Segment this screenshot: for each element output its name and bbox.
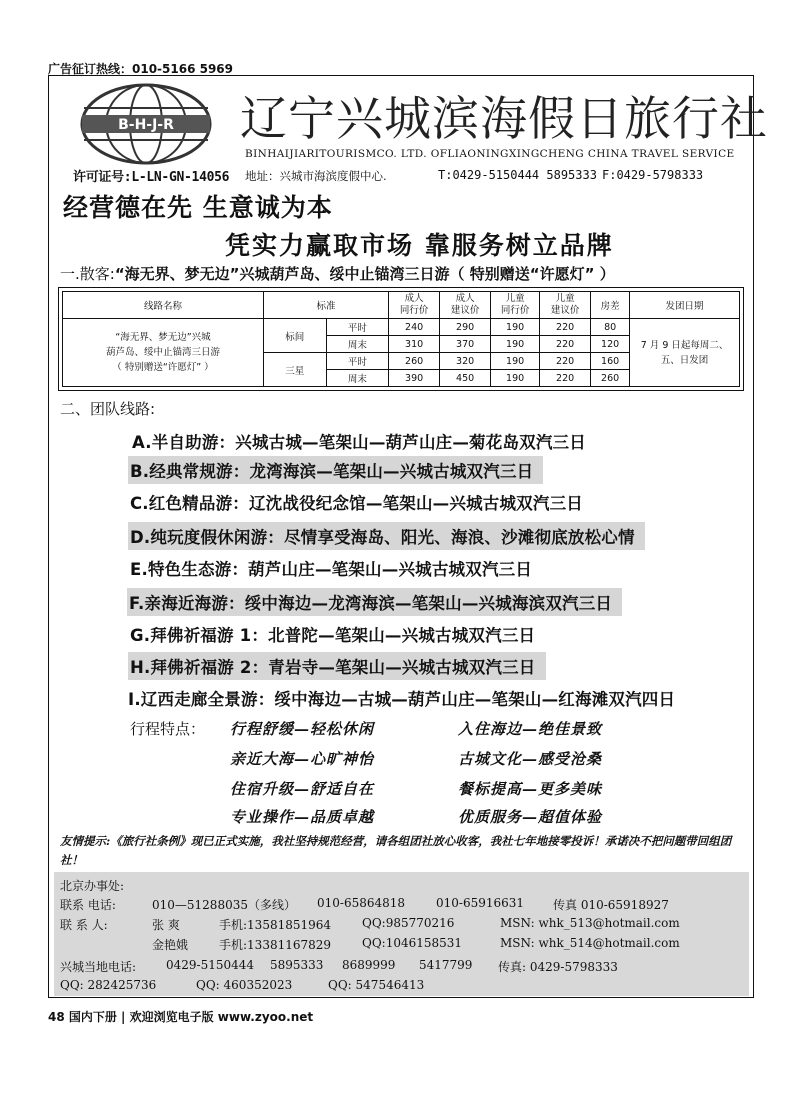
feature-item: 优质服务—超值体验 [458, 808, 603, 826]
price-cell: 80 [591, 319, 630, 336]
price-cell: 190 [491, 319, 540, 336]
standard-cell: 标间 [264, 319, 327, 353]
company-name-en: BINHAIJIARITOURISMCO. LTD. OFLIAONINGXINGCHENG CHINA TRAVEL SERVICE [245, 148, 735, 160]
route-a: A.半自助游：兴城古城—笔架山—葫芦山庄—菊花岛双汽三日 [132, 433, 586, 452]
person-label: 联 系 人: [60, 918, 108, 932]
feature-item: 行程舒缓—轻松休闲 [230, 720, 375, 738]
table-header-row [63, 292, 740, 319]
company-fax: F:0429-5798333 [602, 168, 704, 182]
phone-1: 010—51288035（多线） [152, 898, 296, 912]
col-header-route: 线路名称 [63, 292, 264, 319]
license-number: 许可证号:L-LN-GN-14056 [73, 170, 230, 185]
friendly-tip: 友情提示:《旅行社条例》现已正式实施，我社坚持规范经营，请各组团社放心收客，我社七年地接零投诉！承诺决不把问题带回组团社！ [60, 834, 732, 867]
person-mobile: 手机:13581851964 [219, 918, 332, 932]
price-cell: 390 [389, 370, 440, 387]
feature-item: 亲近大海—心旷神怡 [230, 750, 375, 768]
globe-logo-icon [78, 82, 214, 166]
person-name: 金艳娥 [152, 938, 189, 952]
route-b: B.经典常规游：龙湾海滨—笔架山—兴城古城双汽三日 [128, 456, 543, 484]
col-header-child-peer: 儿童 同行价 [491, 292, 540, 319]
dates-cell: 7 月 9 日起每周二、 五、日发团 [630, 319, 740, 387]
price-cell: 290 [440, 319, 491, 336]
ad-hotline: 广告征订热线：010-5166 5969 [48, 62, 234, 76]
price-cell: 260 [389, 353, 440, 370]
slogan-2: 凭实力赢取市场 靠服务树立品牌 [225, 231, 614, 260]
price-cell: 370 [440, 336, 491, 353]
col-header-standard: 标准 [264, 292, 389, 319]
col-header-child-suggest: 儿童 建议价 [540, 292, 591, 319]
company-address: 地址：兴城市海滨度假中心. [245, 169, 387, 183]
price-cell: 220 [540, 336, 591, 353]
person-qq: QQ:1046158531 [362, 936, 463, 950]
office-title: 北京办事处: [60, 879, 125, 893]
price-cell: 240 [389, 319, 440, 336]
local-label: 兴城当地电话: [60, 960, 137, 974]
company-logo [78, 82, 214, 166]
day-cell: 平时 [326, 319, 389, 336]
local-phone: 0429-5150444 [166, 958, 255, 972]
section-1-prefix: 一.散客: [60, 265, 115, 283]
phone-3: 010-65916631 [436, 896, 525, 910]
route-name-cell: “海无界、梦无边”兴城 葫芦岛、绥中止锚湾三日游 （ 特别赠送“许愿灯” ） [63, 319, 264, 387]
office-fax: 传真 010-65918927 [553, 898, 669, 912]
feature-item: 入住海边—绝佳景致 [458, 720, 603, 738]
feature-item: 专业操作—品质卓越 [230, 808, 375, 826]
route-f: F.亲海近海游：绥中海边—龙湾海滨—笔架山—兴城海滨双汽三日 [127, 588, 622, 616]
local-phone: 5895333 [270, 958, 324, 972]
qq-number: QQ: 547546413 [328, 978, 425, 992]
price-cell: 160 [591, 353, 630, 370]
col-header-adult-peer: 成人 同行价 [389, 292, 440, 319]
day-cell: 周末 [326, 370, 389, 387]
feature-item: 餐标提高—更多美味 [458, 780, 603, 798]
section-1-heading: “海无界、梦无边”兴城葫芦岛、绥中止锚湾三日游（ 特别赠送“许愿灯” ） [114, 265, 615, 283]
price-cell: 220 [540, 319, 591, 336]
table-row [63, 319, 740, 336]
price-table [62, 291, 740, 387]
qq-number: QQ: 282425736 [60, 978, 157, 992]
person-msn: MSN: whk_513@hotmail.com [500, 916, 680, 930]
logo-text: B-H-J-R [118, 117, 174, 133]
features-label: 行程特点： [130, 720, 206, 738]
section-1-title [60, 263, 615, 284]
local-phone: 5417799 [419, 958, 473, 972]
route-c: C.红色精品游：辽沈战役纪念馆—笔架山—兴城古城双汽三日 [130, 494, 583, 513]
day-cell: 周末 [326, 336, 389, 353]
col-header-adult-suggest: 成人 建议价 [440, 292, 491, 319]
price-cell: 260 [591, 370, 630, 387]
slogan-1: 经营德在先 生意诚为本 [63, 193, 333, 222]
feature-item: 住宿升级—舒适自在 [230, 780, 375, 798]
person-name: 张 爽 [152, 918, 180, 932]
price-table-frame [58, 287, 744, 391]
contact-panel [54, 872, 749, 996]
price-cell: 220 [540, 353, 591, 370]
col-header-room-diff: 房差 [591, 292, 630, 319]
price-cell: 220 [540, 370, 591, 387]
person-msn: MSN: whk_514@hotmail.com [500, 936, 680, 950]
route-g: G.拜佛祈福游 1：北普陀—笔架山—兴城古城双汽三日 [130, 626, 536, 645]
company-tel: T:0429-5150444 5895333 [438, 168, 597, 182]
price-cell: 320 [440, 353, 491, 370]
price-cell: 190 [491, 370, 540, 387]
route-d: D.纯玩度假休闲游：尽情享受海岛、阳光、海浪、沙滩彻底放松心情 [128, 522, 645, 550]
route-e: E.特色生态游：葫芦山庄—笔架山—兴城古城双汽三日 [130, 560, 533, 579]
feature-item: 古城文化—感受沧桑 [458, 750, 603, 768]
phone-2: 010-65864818 [317, 896, 406, 910]
price-cell: 190 [491, 353, 540, 370]
standard-cell: 三星 [264, 353, 327, 387]
person-mobile: 手机:13381167829 [219, 938, 332, 952]
price-cell: 310 [389, 336, 440, 353]
col-header-dates: 发团日期 [630, 292, 740, 319]
day-cell: 平时 [326, 353, 389, 370]
section-2-title: 二、团队线路: [60, 400, 156, 418]
route-i: I.辽西走廊全景游：绥中海边—古城—葫芦山庄—笔架山—红海滩双汽四日 [128, 690, 676, 709]
price-cell: 120 [591, 336, 630, 353]
page-footer: 48 国内下册 | 欢迎浏览电子版 www.zyoo.net [48, 1010, 314, 1024]
local-fax: 传真: 0429-5798333 [498, 960, 618, 974]
person-qq: QQ:985770216 [362, 916, 455, 930]
route-h: H.拜佛祈福游 2：青岩寺—笔架山—兴城古城双汽三日 [128, 652, 546, 680]
local-phone: 8689999 [342, 958, 396, 972]
price-cell: 450 [440, 370, 491, 387]
phone-label: 联系 电话: [60, 898, 116, 912]
price-cell: 190 [491, 336, 540, 353]
qq-number: QQ: 460352023 [196, 978, 293, 992]
company-name-cn: 辽宁兴城滨海假日旅行社 [240, 92, 768, 147]
